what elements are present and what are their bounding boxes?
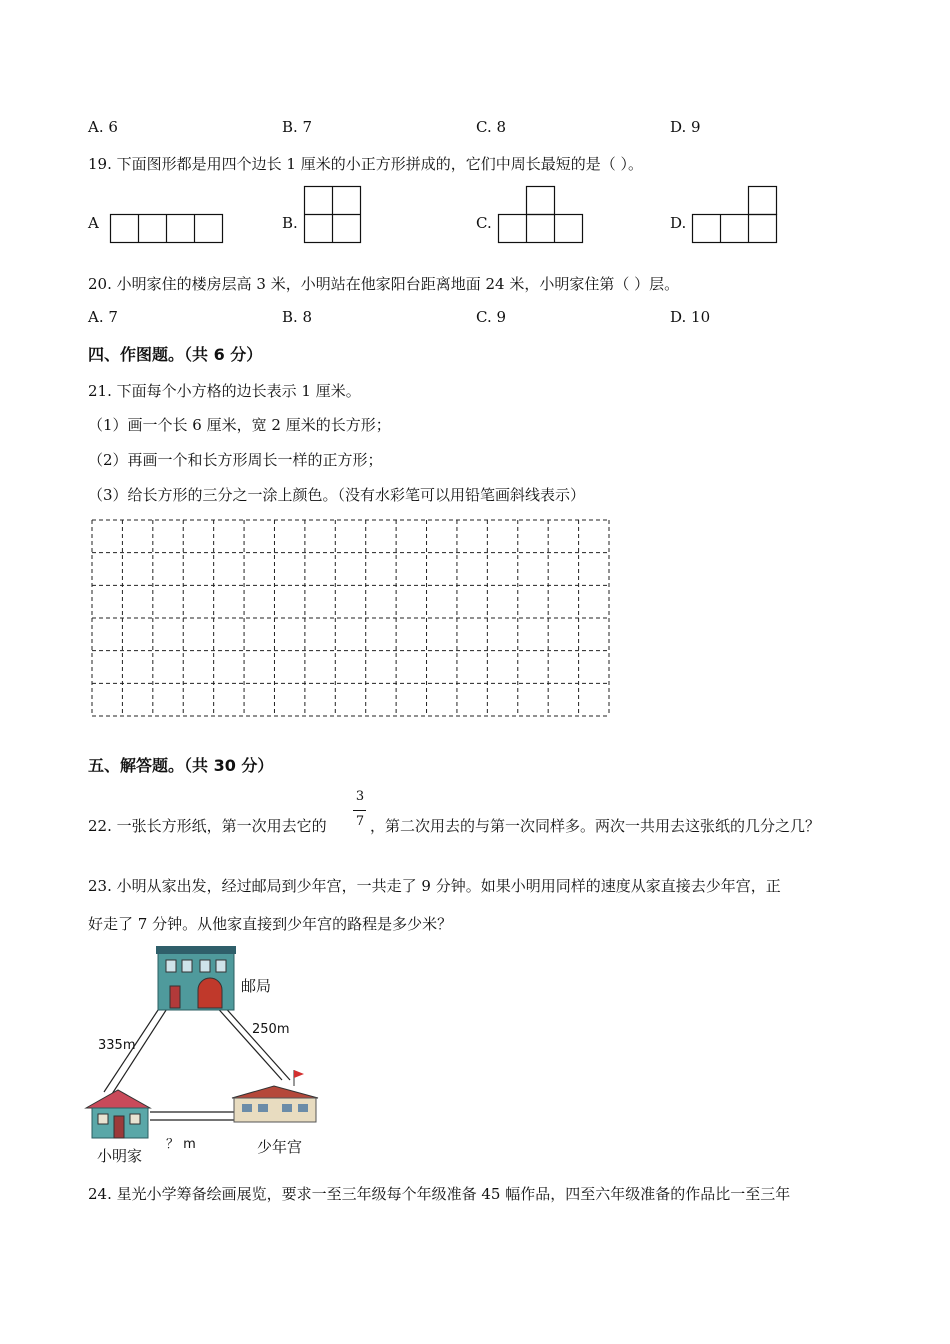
post-office-building-icon: [156, 946, 236, 1010]
q21-text: 21. 下面每个小方格的边长表示 1 厘米。: [88, 382, 361, 400]
q22-fraction-denominator: 7: [355, 814, 365, 829]
q20-option-a: A. 7: [88, 308, 118, 326]
q24-line1: 24. 星光小学筹备绘画展览，要求一至三年级每个年级准备 45 幅作品，四至六年级准备的作品比一至三年: [88, 1185, 791, 1203]
shape-d-l: [692, 186, 778, 244]
drawing-grid[interactable]: [91, 519, 610, 717]
q18-option-d: D. 9: [670, 118, 701, 136]
distance-home-palace: ？ m: [166, 1137, 196, 1152]
q21-sub1: （1）画一个长 6 厘米，宽 2 厘米的长方形；: [88, 416, 391, 434]
q22-text-part1: 22. 一张长方形纸，第一次用去它的: [88, 817, 327, 835]
q22-fraction-bar: [353, 810, 366, 811]
post-office-label: 邮局: [241, 977, 272, 995]
q19-text: 19. 下面图形都是用四个边长 1 厘米的小正方形拼成的，它们中周长最短的是（ ）。: [88, 155, 643, 173]
q18-option-c: C. 8: [476, 118, 507, 136]
shape-b-square: [304, 186, 362, 244]
q23-line2: 好走了 7 分钟。从他家直接到少年宫的路程是多少米？: [88, 915, 453, 933]
q20-option-b: B. 8: [282, 308, 313, 326]
q23-line1: 23. 小明从家出发，经过邮局到少年宫，一共走了 9 分钟。如果小明用同样的速度从家直接去少年宫，正: [88, 877, 781, 895]
shape-a-four-in-row: [110, 214, 224, 245]
distance-home-post: 335m: [98, 1038, 136, 1053]
shape-c-t: [498, 186, 584, 244]
home-house-icon: [86, 1090, 150, 1138]
q21-sub3: （3）给长方形的三分之一涂上颜色。（没有水彩笔可以用铅笔画斜线表示）: [88, 486, 586, 504]
home-label: 小明家: [97, 1147, 143, 1165]
distance-post-palace: 250m: [252, 1022, 290, 1037]
section-5-title: 五、解答题。（共 30 分）: [88, 756, 274, 775]
q20-option-c: C. 9: [476, 308, 507, 326]
q19-label-d: D.: [670, 214, 687, 232]
q22-text-part2: ，第二次用去的与第一次同样多。两次一共用去这张纸的几分之几？: [370, 817, 821, 835]
section-4-title: 四、作图题。（共 6 分）: [88, 345, 263, 364]
palace-label: 少年宫: [257, 1138, 303, 1156]
q22-fraction-numerator: 3: [355, 789, 365, 804]
q19-label-c: C.: [476, 214, 492, 232]
q20-text: 20. 小明家住的楼房层高 3 米，小明站在他家阳台距离地面 24 米，小明家住第（ ）层。: [88, 275, 680, 293]
youth-palace-building-icon: [232, 1070, 318, 1122]
q20-option-d: D. 10: [670, 308, 711, 326]
q21-sub2: （2）再画一个和长方形周长一样的正方形；: [88, 451, 383, 469]
q18-option-a: A. 6: [88, 118, 118, 136]
q19-label-b: B.: [282, 214, 298, 232]
q19-label-a: A: [88, 214, 99, 232]
q18-option-b: B. 7: [282, 118, 313, 136]
